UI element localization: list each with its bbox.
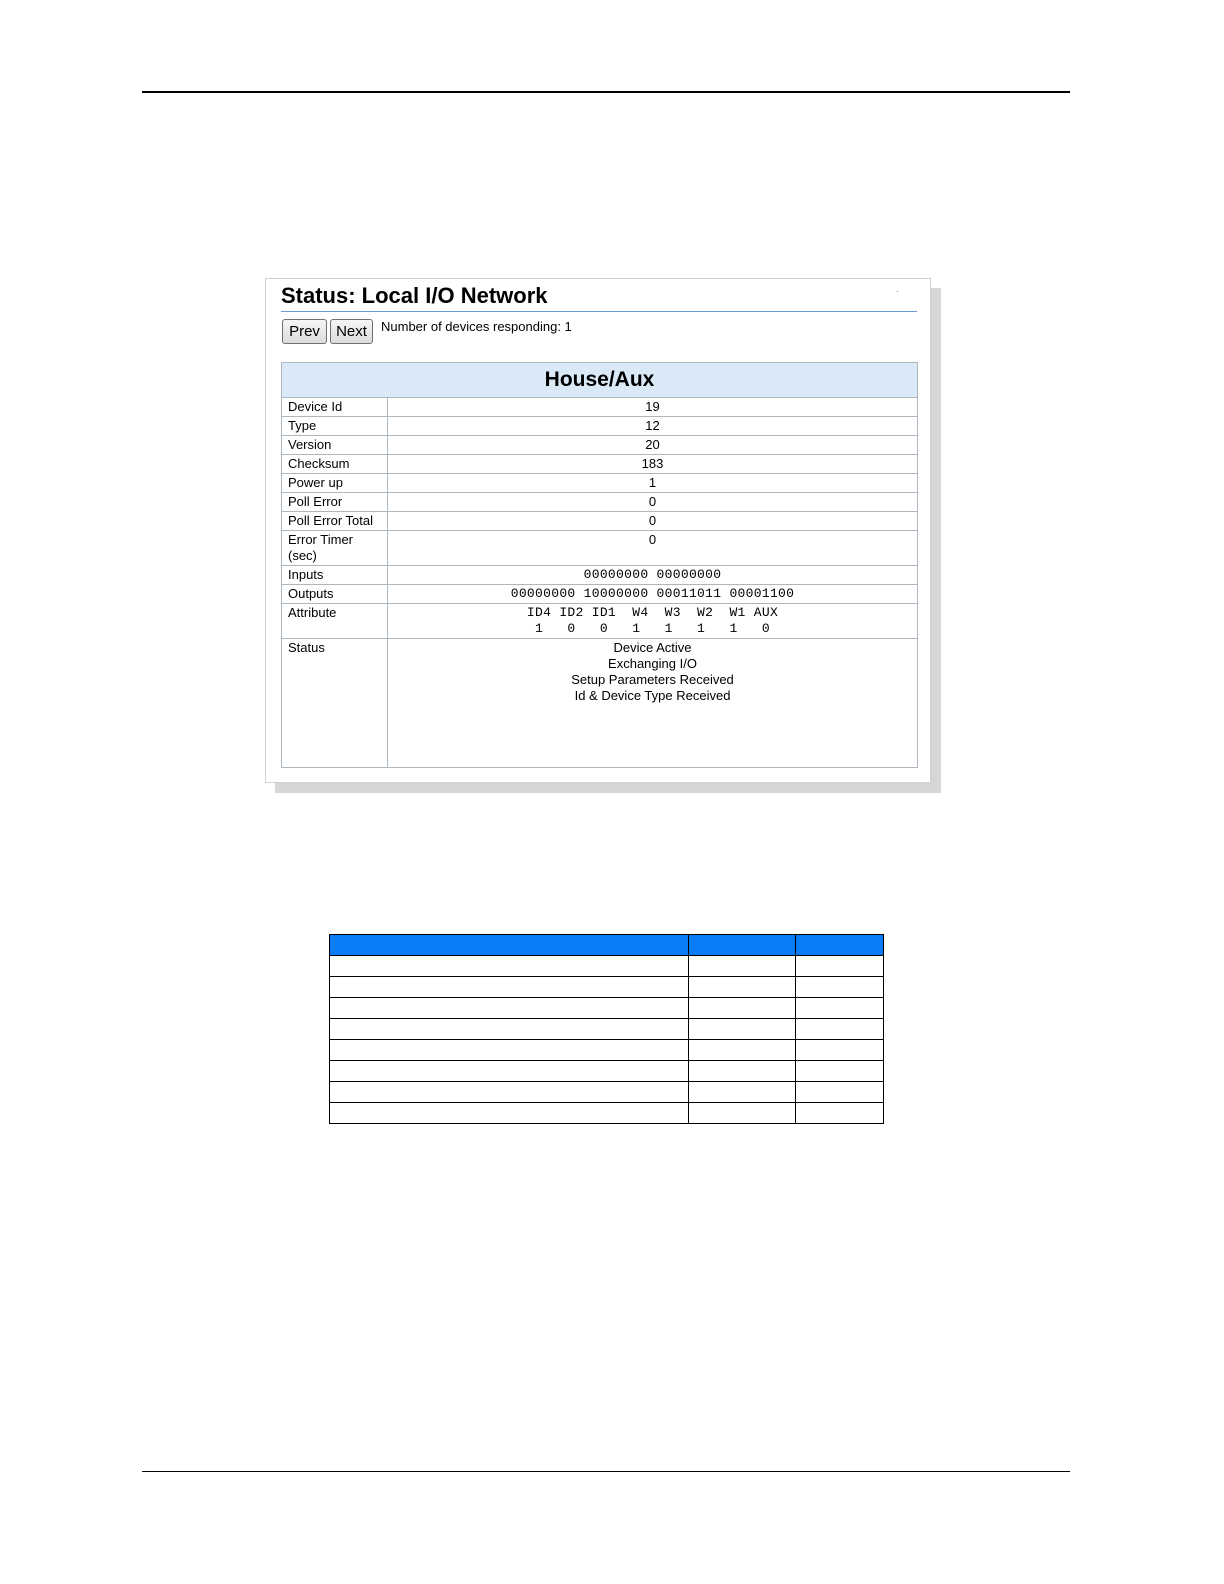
table-cell (689, 956, 796, 977)
row-label: Version (282, 436, 388, 455)
row-label: Device Id (282, 398, 388, 417)
table-cell (330, 1040, 689, 1061)
row-value: 19 (388, 398, 918, 417)
table-cell (689, 1082, 796, 1103)
row-label: Type (282, 417, 388, 436)
table-row (282, 531, 918, 566)
table-row (282, 474, 918, 493)
attribute-values: 1 0 0 1 1 1 1 0 (526, 621, 779, 636)
table-cell (796, 977, 884, 998)
decorative-dot: · (896, 287, 899, 296)
table-row (282, 493, 918, 512)
row-label: Poll Error (282, 493, 388, 512)
table-row (330, 998, 884, 1019)
table-row (282, 455, 918, 474)
table-row (330, 977, 884, 998)
table-cell (689, 1103, 796, 1124)
table-cell (330, 956, 689, 977)
status-line: Device Active (613, 640, 692, 655)
next-button[interactable]: Next (330, 319, 373, 344)
status-screenshot (265, 278, 931, 783)
table-row (282, 398, 918, 417)
table-cell (330, 1082, 689, 1103)
table-cell (796, 1040, 884, 1061)
row-value: 0 (388, 531, 918, 566)
row-value: 0 (388, 493, 918, 512)
table-row (330, 1103, 884, 1124)
row-value: 0 (388, 512, 918, 531)
table-cell (330, 1061, 689, 1082)
prev-button[interactable]: Prev (282, 319, 327, 344)
table-row (282, 566, 918, 585)
row-value: 183 (388, 455, 918, 474)
table-row (282, 585, 918, 604)
table-cell (689, 1061, 796, 1082)
device-table (281, 362, 918, 768)
table-row (282, 436, 918, 455)
table-cell (796, 1061, 884, 1082)
title-underline (281, 311, 917, 312)
table-row (330, 1040, 884, 1061)
row-label: Error Timer (sec) (282, 531, 388, 566)
table-cell (689, 977, 796, 998)
table-cell (330, 1019, 689, 1040)
table-row (282, 417, 918, 436)
table-row (282, 604, 918, 639)
row-value: 12 (388, 417, 918, 436)
row-value: 00000000 00000000 (388, 566, 918, 585)
table-row (282, 639, 918, 768)
table-cell (689, 1019, 796, 1040)
row-label: Attribute (282, 604, 388, 639)
table-cell (330, 977, 689, 998)
row-label: Power up (282, 474, 388, 493)
table-cell (330, 1103, 689, 1124)
row-value: 20 (388, 436, 918, 455)
row-label: Outputs (282, 585, 388, 604)
table-cell (689, 1040, 796, 1061)
empty-table-header (330, 935, 884, 956)
empty-table (329, 934, 884, 1124)
header-cell (689, 935, 796, 956)
row-label: Poll Error Total (282, 512, 388, 531)
table-row (330, 1082, 884, 1103)
status-line: Setup Parameters Received (571, 672, 734, 687)
status-line: Id & Device Type Received (574, 688, 731, 703)
attribute-value (388, 604, 918, 639)
table-cell (689, 998, 796, 1019)
table-cell (796, 1082, 884, 1103)
page-title: Status: Local I/O Network (281, 283, 548, 308)
status-value (388, 639, 918, 768)
table-row (282, 512, 918, 531)
footer-rule (142, 1471, 1070, 1472)
header-cell (796, 935, 884, 956)
device-name-header: House/Aux (282, 363, 918, 398)
table-cell (330, 998, 689, 1019)
row-label: Status (282, 639, 388, 768)
row-label: Checksum (282, 455, 388, 474)
devices-responding: Number of devices responding: 1 (381, 319, 572, 334)
attribute-headers: ID4 ID2 ID1 W4 W3 W2 W1 AUX (526, 605, 779, 620)
row-value: 00000000 10000000 00011011 00001100 (388, 585, 918, 604)
table-cell (796, 1103, 884, 1124)
header-cell (330, 935, 689, 956)
table-cell (796, 1019, 884, 1040)
row-value: 1 (388, 474, 918, 493)
status-line: Exchanging I/O (608, 656, 697, 671)
table-row (330, 956, 884, 977)
header-rule (142, 91, 1070, 93)
row-label: Inputs (282, 566, 388, 585)
table-row (330, 1019, 884, 1040)
table-cell (796, 998, 884, 1019)
table-row (330, 1061, 884, 1082)
table-cell (796, 956, 884, 977)
